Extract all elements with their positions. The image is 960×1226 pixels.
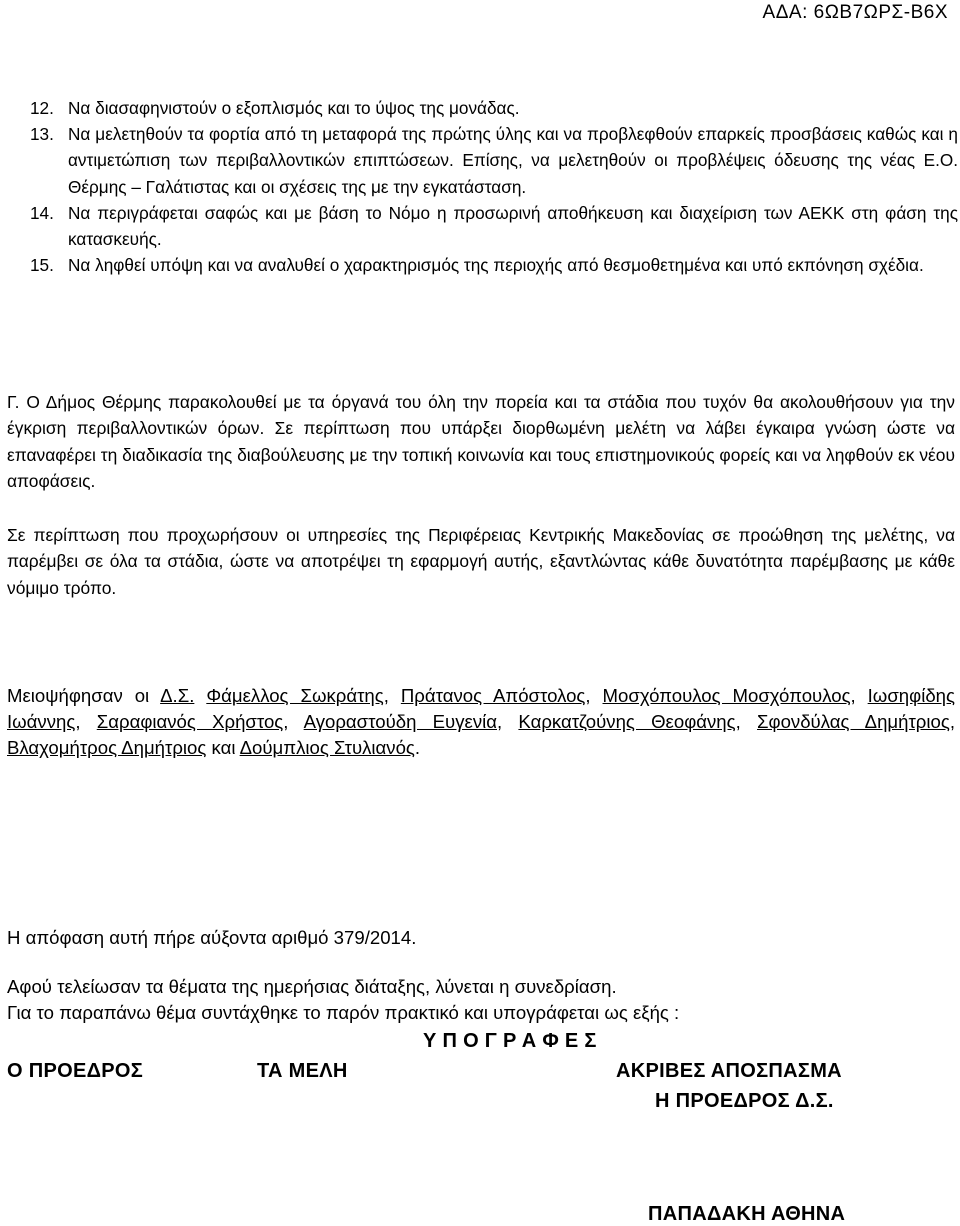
members-title: ΤΑ ΜΕΛΗ [257,1060,348,1082]
minority-name: Σφονδύλας Δημήτριος [757,711,950,733]
minority-name: Πράτανος Απόστολος [400,685,586,706]
list-item [30,121,958,200]
president-title: Ο ΠΡΟΕΔΡΟΣ [7,1060,144,1082]
list-item-number: 15. [30,255,54,276]
minority-prefix: Μειοψήφησαν οι [7,685,150,706]
list-item [30,200,958,252]
minority-name: Καρκατζούνης Θεοφάνης [518,711,736,733]
true-copy-title: ΑΚΡΙΒΕΣ ΑΠΟΣΠΑΣΜΑ [616,1060,842,1082]
ada-code: ΑΔΑ: 6ΩΒ7ΩΡΣ-Β6Χ [762,2,948,23]
minority-name: Βλαχομήτρος Δημήτριος [7,737,207,759]
signing-intro: Για το παραπάνω θέμα συντάχθηκε το παρόν πρακτικό και υπογράφεται ως εξής : [7,1002,680,1023]
council-president-title: Η ΠΡΟΕΔΡΟΣ Δ.Σ. [655,1090,834,1112]
minority-name: Φάμελλος Σωκράτης [206,685,384,706]
paragraph-gamma: Γ. Ο Δήμος Θέρμης παρακολουθεί με τα όργανά του όλη την πορεία και τα στάδια που τυχόν θα ακολουθήσουν για την έγκριση περιβαλλοντικών όρων. Σε περίπτωση που υπάρξει διορθωμένη μελέτη να λάβει έγκαιρα γνώση ώστε να επαναφέρει τη διαδικασία της διαβούλευσης με την τοπική κοινωνία και τους επιστημονικούς φορείς και να ληφθούν εκ νέου αποφάσεις. [7,392,955,492]
paragraph-region: Σε περίπτωση που προχωρήσουν οι υπηρεσίες της Περιφέρειας Κεντρικής Μακεδονίας σε προώθηση της μελέτης, να παρέμβει σε όλα τα στάδια, ώστε να αποτρέψει τη εφαρμογή αυτής, εξαντλώντας κάθε δυνατότητα παρέμβασης με κάθε νόμιμο τρόπο. [7,525,955,598]
closing-statement: Αφού τελείωσαν τα θέματα της ημερήσιας διάταξης, λύνεται η συνεδρίαση. [7,976,617,997]
list-item-text: Να διασαφηνιστούν ο εξοπλισμός και το ύψος της μονάδας. [68,98,520,118]
list-item-number: 14. [30,202,54,223]
list-item-number: 13. [30,124,54,145]
minority-conjunction: και [211,737,236,759]
minority-name: Σαραφιανός Χρήστος [96,711,284,733]
list-item-text: Να μελετηθούν τα φορτία από τη μεταφορά της πρώτης ύλης και να προβλεφθούν επαρκείς προσβάσεις καθώς και η αντιμετώπιση των περιβαλλοντικών επιπτώσεων. Επίσης, να μελετηθούν οι προβλέψεις όδευσης της νέας Ε.Ο. Θέρμης – Γαλάτιστας και οι σχέσεις της με την εγκατάσταση. [68,124,958,197]
list-item [30,252,958,278]
signer-name: ΠΑΠΑΔΑΚΗ ΑΘΗΝΑ [648,1203,846,1225]
decision-number: Η απόφαση αυτή πήρε αύξοντα αριθμό 379/2014. [7,927,417,948]
minority-name: Δούμπλιος Στυλιανός [239,737,415,759]
list-item [30,95,958,121]
minority-name: Δ.Σ. [160,685,195,706]
requirements-list [30,95,958,278]
list-item-text: Να περιγράφεται σαφώς και με βάση το Νόμο η προσωρινή αποθήκευση και διαχείριση των ΑΕΚΚ στη φάση της κατασκευής. [68,202,958,250]
minority-name: Ιωσηφίδης Ιωάννης [7,685,955,733]
list-item-text: Να ληφθεί υπόψη και να αναλυθεί ο χαρακτηρισμός της περιοχής από θεσμοθετημένα και υπό εκπόνηση σχέδια. [68,255,924,276]
minority-votes: Μειοψήφησαν οι Δ.Σ. Φάμελλος Σωκράτης, Πράτανος Απόστολος, Μοσχόπουλος Μοσχόπουλος, Ιωσηφίδης Ιωάννης, Σαραφιανός Χρήστος, Αγοραστούδη Ευγενία, Καρκατζούνης Θεοφάνης, Σφονδύλας Δημήτριος, Βλαχομήτρος Δημήτριος και Δούμπλιος Στυλιανός. [7,685,955,759]
minority-name: Μοσχόπουλος Μοσχόπουλος [602,685,851,706]
minority-name: Αγοραστούδη Ευγενία [303,711,497,733]
signatures-heading: Υ Π Ο Γ Ρ Α Φ Ε Σ [423,1030,597,1052]
list-item-number: 12. [30,98,54,118]
